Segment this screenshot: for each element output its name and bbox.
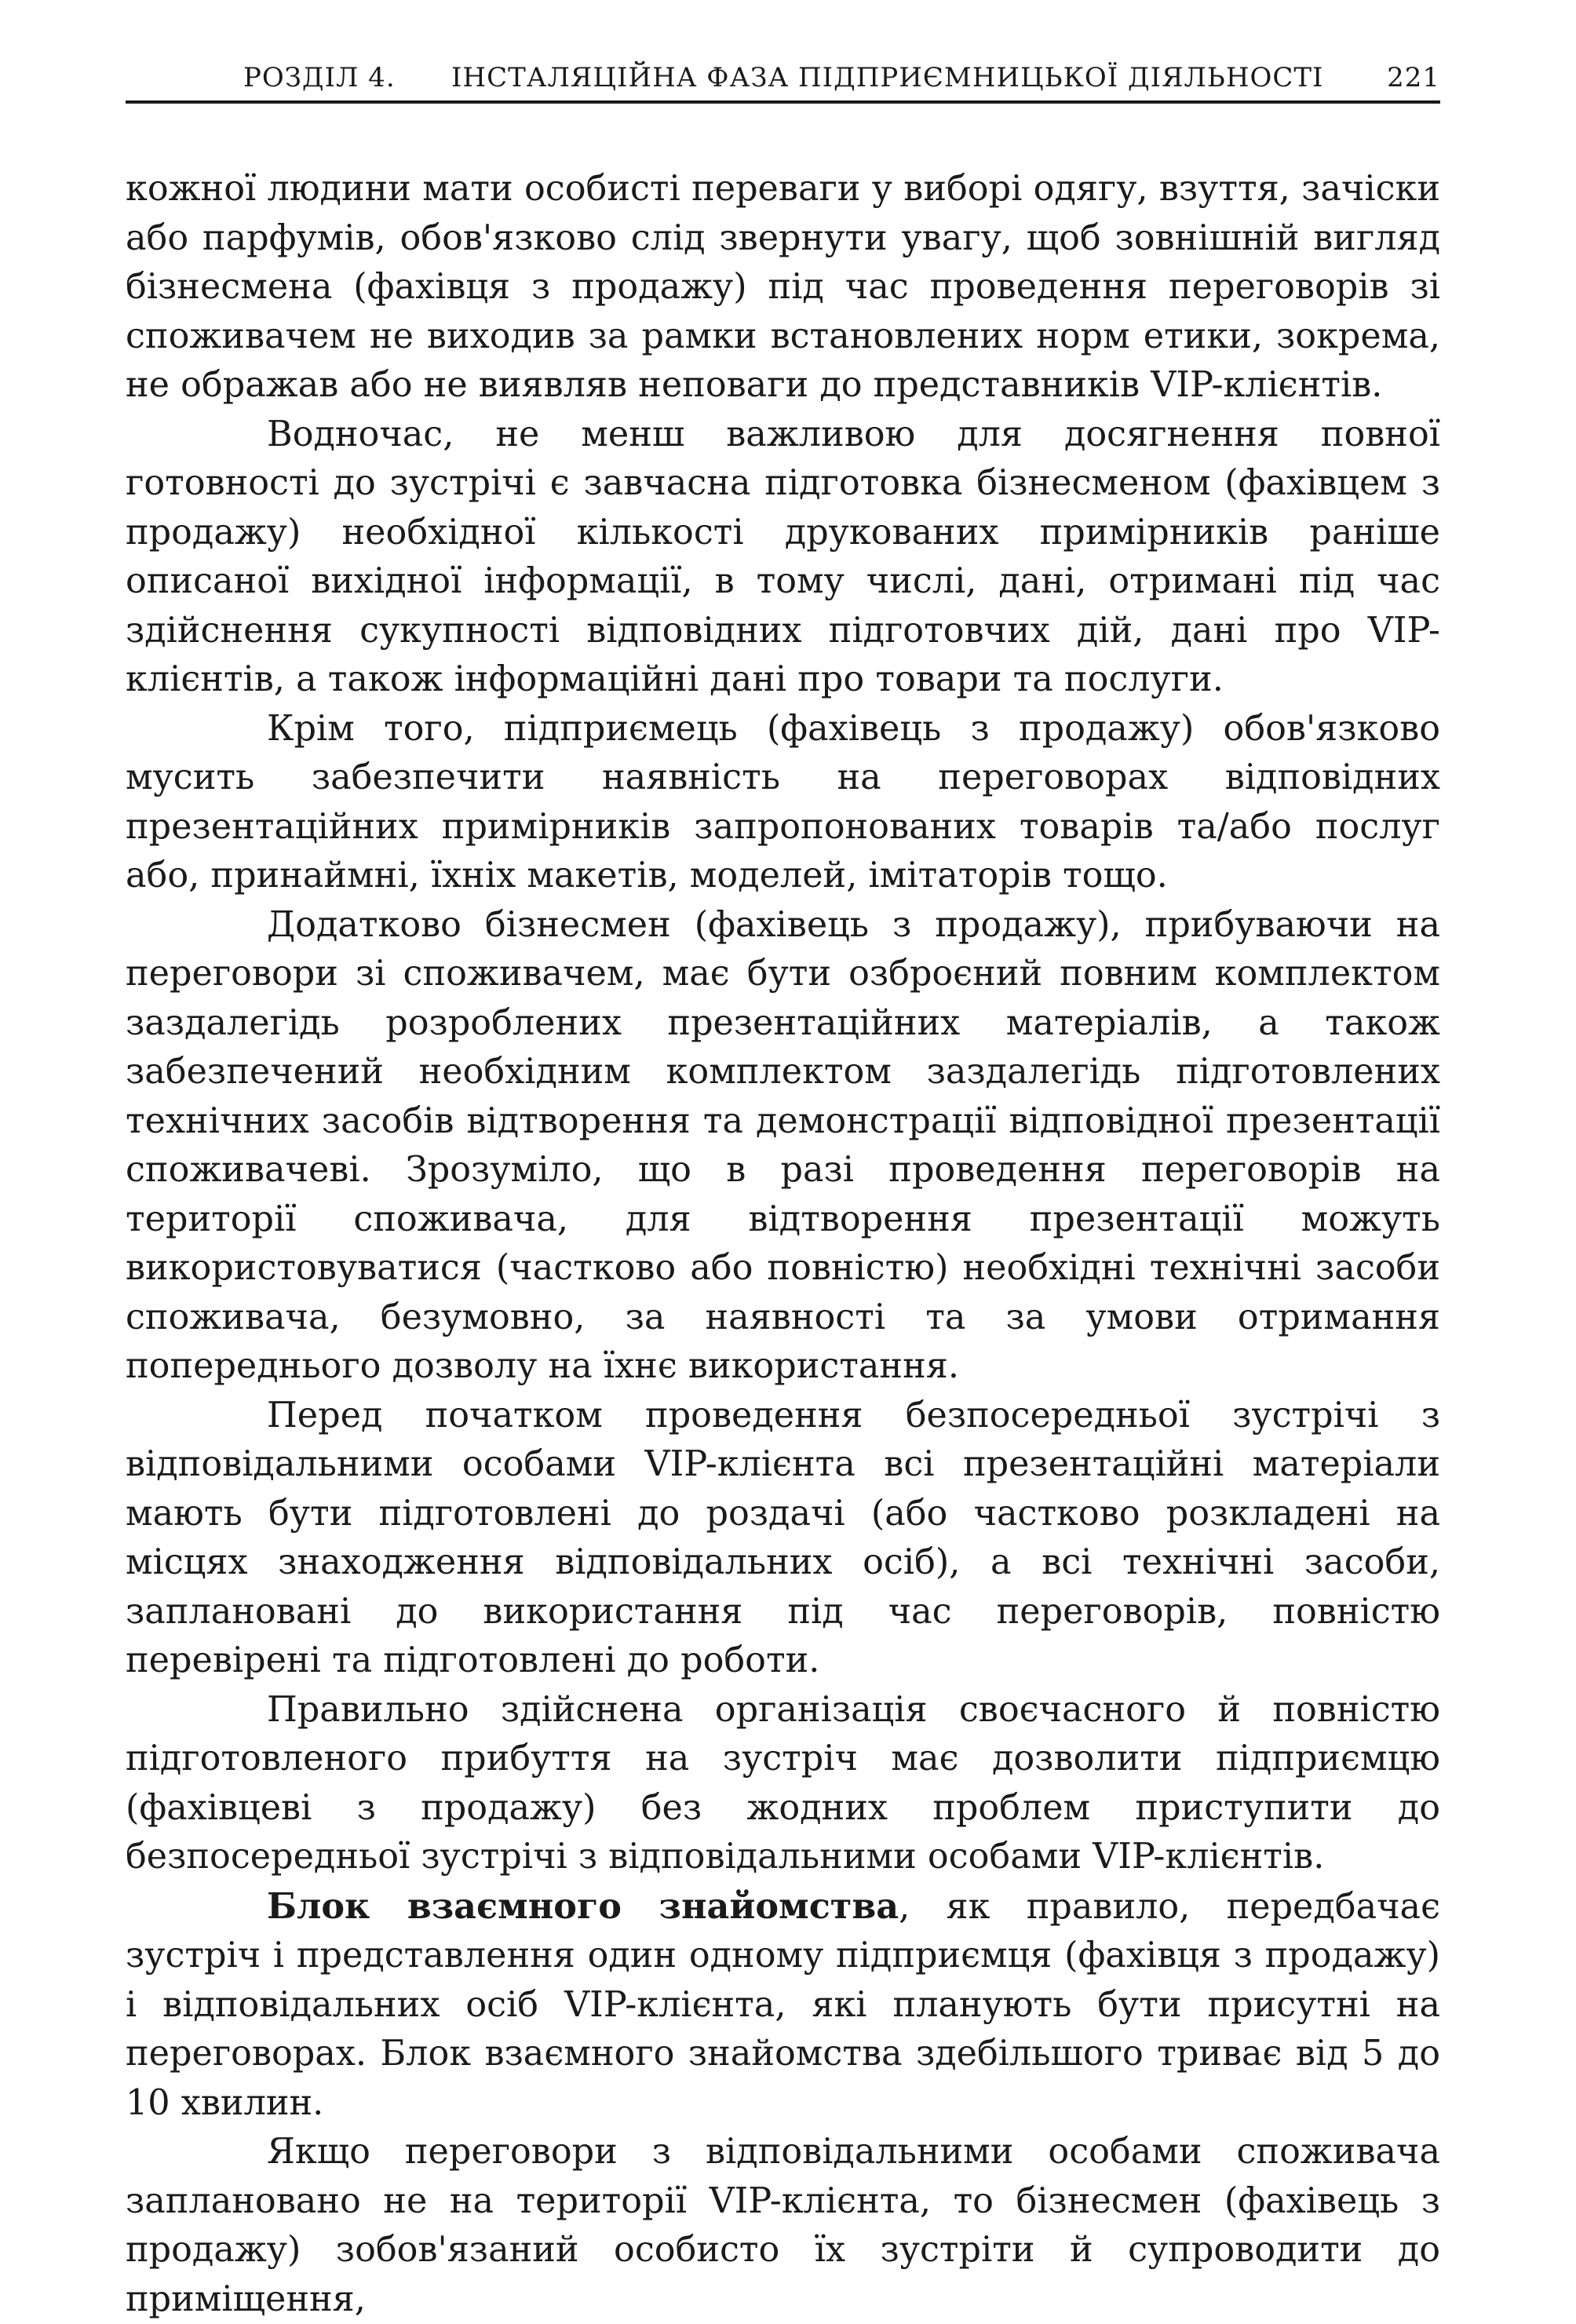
chapter-title: ІНСТАЛЯЦІЙНА ФАЗА ПІДПРИЄМНИЦЬКОЇ ДІЯЛЬНОСТІ bbox=[451, 62, 1324, 93]
paragraph-text: Перед початком проведення безпосередньої зустрічі з відповідальними особами VIP-клієнта всі презентаційні матеріали мають бути підготовлені до роздачі (або частково розкладені на місцях знаходження відповідальних осіб), а всі технічні засоби, заплановані до використання під час переговорів, повністю перевірені та підготовлені до роботи. bbox=[126, 1395, 1440, 1680]
paragraph-3 bbox=[126, 705, 1440, 901]
paragraph-text: Додатково бізнесмен (фахівець з продажу), прибуваючи на переговори зі споживачем, має бути озброєний повним комплектом заздалегідь розроблених презентаційних матеріалів, а також забезпечений необхідним комплектом заздалегідь підготовлених технічних засобів відтворення та демонстрації відповідної презентації споживачеві. Зрозуміло, що в разі проведення переговорів на території споживача, для відтворення презентації можуть використовуватися (частково або повністю) необхідні технічні засоби споживача, безумовно, за наявності та за умови отримання попереднього дозволу на їхнє використання. bbox=[126, 904, 1440, 1386]
paragraph-6 bbox=[126, 1686, 1440, 1882]
paragraph-text: , як правило, передбачає зустріч і представлення один одному підприємця (фахівця з продажу) і відповідальних осіб VIP-клієнта, які планують бути присутні на переговорах. Блок взаємного знайомства здебільшого триває від 5 до 10 хвилин. bbox=[126, 1886, 1440, 2123]
bold-term: Блок взаємного знайомства bbox=[267, 1885, 899, 1927]
paragraph-text: Якщо переговори з відповідальними особами споживача заплановано не на території VIP-клієнта, то бізнесмен (фахівець з продажу) зобов'язаний особисто їх зустріти й супроводити до приміщення, bbox=[126, 2132, 1440, 2319]
paragraph-text: Крім того, підприємець (фахівець з продажу) обов'язково мусить забезпечити наявність на переговорах відповідних презентаційних примірників запропонованих товарів та/або послуг або, принаймні, їхніх макетів, моделей, імітаторів тощо. bbox=[126, 708, 1440, 896]
paragraph-text: Правильно здійснена організація своєчасного й повністю підготовленого прибуття на зустріч має дозволити підприємцю (фахівцеві з продажу) без жодних проблем приступити до безпосередньої зустрічі з відповідальними особами VIP-клієнтів. bbox=[126, 1689, 1440, 1877]
paragraph-text: кожної людини мати особисті переваги у виборі одягу, взуття, зачіски або парфумів, обов'язково слід звернути увагу, щоб зовнішній вигляд бізнесмена (фахівця з продажу) під час проведення переговорів зі споживачем не виходив за рамки встановлених норм етики, зокрема, не ображав або не виявляв неповаги до представників VIP-клієнтів. bbox=[126, 169, 1440, 405]
paragraph-8 bbox=[126, 2128, 1440, 2324]
paragraph-4 bbox=[126, 901, 1440, 1392]
body-text bbox=[126, 165, 1440, 2324]
paragraph-7 bbox=[126, 1882, 1440, 2129]
paragraph-2 bbox=[126, 410, 1440, 705]
paragraph-1 bbox=[126, 165, 1440, 410]
page-number: 221 bbox=[1387, 62, 1440, 93]
paragraph-text: Водночас, не менш важливою для досягнення повної готовності до зустрічі є завчасна підготовка бізнесменом (фахівцем з продажу) необхідної кількості друкованих примірників раніше описаної вихідної інформації, в тому числі, дані, отримані під час здійснення сукупності відповідних підготовчих дій, дані про VIP-клієнтів, а також інформаційні дані про товари та послуги. bbox=[126, 414, 1440, 699]
paragraph-5 bbox=[126, 1392, 1440, 1686]
chapter-label: РОЗДІЛ 4. bbox=[243, 62, 396, 93]
running-header bbox=[126, 55, 1440, 104]
